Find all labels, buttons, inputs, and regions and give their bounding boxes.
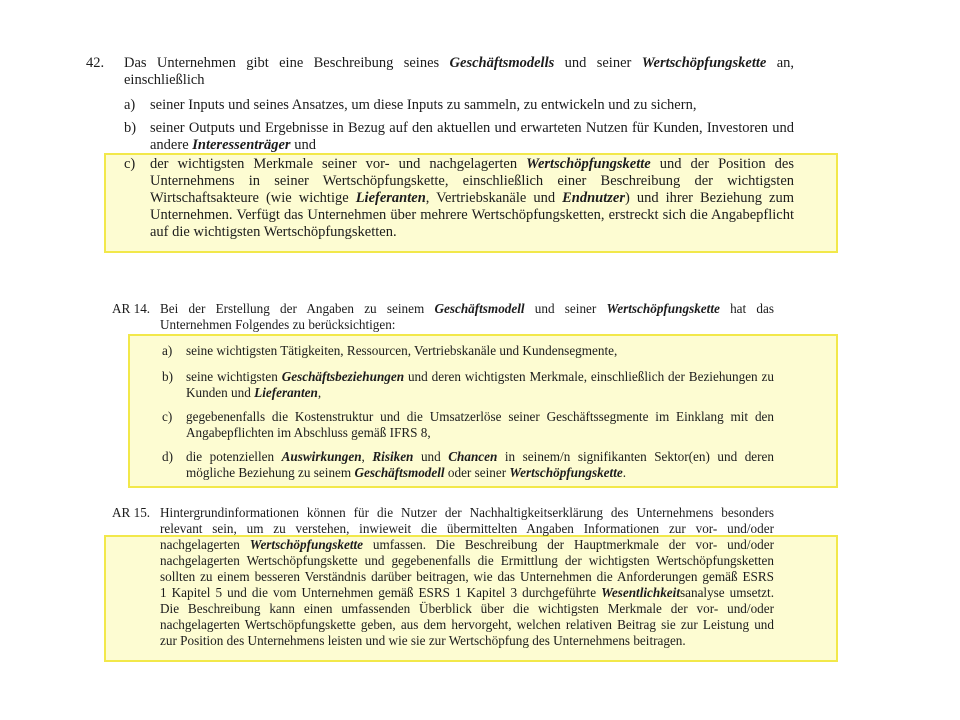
paragraph-number: AR 14.	[112, 301, 151, 316]
text-line: Hintergrundinformationen können für die Nutzer der Nachhaltigkeitserklärung des Unternehmens besonders	[160, 505, 774, 520]
text-line: seiner Outputs und Ergebnisse in Bezug auf den aktuellen und erwarteten Nutzen für Kunden, Investoren und	[150, 120, 794, 136]
item-text	[150, 120, 794, 154]
item-label: a)	[124, 97, 136, 113]
text-line: seine wichtigsten Tätigkeiten, Ressourcen, Vertriebskanäle und Kundensegmente,	[186, 343, 618, 358]
item-label: c)	[162, 409, 173, 424]
item-label: a)	[162, 343, 173, 358]
defined-term: Geschäftsmodell	[434, 301, 525, 316]
defined-term: Lieferanten	[254, 385, 318, 400]
item-label: c)	[124, 156, 136, 172]
text-line: Unternehmen Folgendes zu berücksichtigen:	[160, 317, 396, 332]
text-line: Die Beschreibung kann einen umfassenden Überblick über die wichtigsten Merkmale der vor- und/oder	[160, 601, 774, 616]
item-text	[150, 156, 794, 241]
item-text	[186, 369, 774, 400]
item-text	[186, 449, 774, 480]
paragraph-text	[160, 505, 775, 648]
defined-term: Lieferanten	[355, 190, 426, 206]
defined-term: Geschäftsmodell	[354, 465, 445, 480]
defined-term: Interessenträger	[192, 137, 291, 153]
text-line: nachgelagerten Wertschöpfungskette und gegebenenfalls die Ermittlung der wichtigsten Wertschöpfungsketten	[160, 553, 774, 568]
text-line: Wirtschaftsakteure (wie wichtige Lieferanten, Vertriebskanäle und Endnutzer) und ihrer Beziehung zum	[150, 190, 795, 206]
defined-term: Endnutzer	[562, 190, 625, 206]
item-text	[186, 343, 774, 359]
defined-term: Chancen	[448, 449, 498, 464]
text-line: Angabepflichten im Abschluss gemäß IFRS 8,	[186, 425, 431, 440]
text-line: nachgelagerten Wertschöpfungskette umfassen. Die Beschreibung der Hauptmerkmale der vor- und/oder	[160, 537, 774, 552]
text-line: die potenziellen Auswirkungen, Risiken und Chancen in seinem/n signifikanten Sektor(en) und deren	[186, 449, 774, 464]
paragraph-number: AR 15.	[112, 505, 151, 520]
text-line: Das Unternehmen gibt eine Beschreibung seines Geschäftsmodells und seiner Wertschöpfungskette an,	[124, 55, 795, 71]
defined-term: Wertschöpfungskette	[526, 156, 651, 172]
text-line: Unternehmens in seiner Wertschöpfungskette, einschließlich einer Beschreibung der wichtigsten	[150, 173, 794, 189]
item-label: b)	[124, 120, 137, 136]
text-line: Bei der Erstellung der Angaben zu seinem Geschäftsmodell und seiner Wertschöpfungskette hat das	[160, 301, 774, 316]
item-text	[150, 97, 794, 114]
text-line: nachgelagerten Wertschöpfungskette geben, aus dem hervorgeht, welchen relativen Beitrag sie zur Leistung und	[160, 617, 774, 632]
text-line: andere Interessenträger und	[150, 137, 316, 153]
text-line: seiner Inputs und seines Ansatzes, um diese Inputs zu sammeln, zu entwickeln und zu sichern,	[150, 97, 697, 113]
defined-term: Risiken	[372, 449, 414, 464]
defined-term: Geschäftsbeziehungen	[281, 369, 405, 384]
text-line: gegebenenfalls die Kostenstruktur und die Umsatzerlöse seiner Geschäftssegmente im Einklang mit den	[186, 409, 774, 424]
text-line: sollten zu einem besseren Verständnis darüber beitragen, wie das Unternehmen die Anforderungen gemäß ESRS	[160, 569, 774, 584]
text-line: zur Position des Unternehmens leisten und wie sie zur Wertschöpfung des Unternehmens beitragen.	[160, 633, 686, 648]
text-line: relevant sein, um zu verstehen, inwieweit die übermittelten Angaben Informationen zur vor- und/oder	[160, 521, 774, 536]
item-text	[186, 409, 774, 440]
paragraph-number: 42.	[86, 55, 105, 71]
text-line: auf die wichtigsten Wertschöpfungsketten.	[150, 224, 397, 240]
defined-term: Geschäftsmodells	[449, 55, 555, 71]
item-label: b)	[162, 369, 173, 384]
item-label: d)	[162, 449, 173, 464]
text-line: seine wichtigsten Geschäftsbeziehungen und deren wichtigsten Merkmale, einschließlich der Beziehungen zu	[186, 369, 774, 384]
text-line: der wichtigsten Merkmale seiner vor- und nachgelagerten Wertschöpfungskette und der Position des	[150, 156, 794, 172]
paragraph-intro	[124, 55, 794, 89]
defined-term: Wertschöpfungskette	[606, 301, 720, 316]
paragraph-intro	[160, 301, 774, 332]
text-line: Kunden und Lieferanten,	[186, 385, 322, 400]
defined-term: Auswirkungen	[281, 449, 362, 464]
defined-term: Wertschöpfungskette	[509, 465, 623, 480]
defined-term: Wertschöpfungskette	[249, 537, 364, 552]
text-line: 1 Kapitel 5 und die vom Unternehmen gemäß ESRS 1 Kapitel 3 durchgeführte Wesentlichkeitsanalyse umsetzt.	[160, 585, 775, 600]
defined-term: Wertschöpfungskette	[641, 55, 767, 71]
text-line: einschließlich	[124, 72, 205, 88]
defined-term: Wesentlichkeit	[601, 585, 680, 600]
text-line: mögliche Beziehung zu seinem Geschäftsmodell oder seiner Wertschöpfungskette.	[186, 465, 627, 480]
text-line: Unternehmen. Verfügt das Unternehmen über mehrere Wertschöpfungsketten, erstreckt sich die Angabepflicht	[150, 207, 794, 223]
